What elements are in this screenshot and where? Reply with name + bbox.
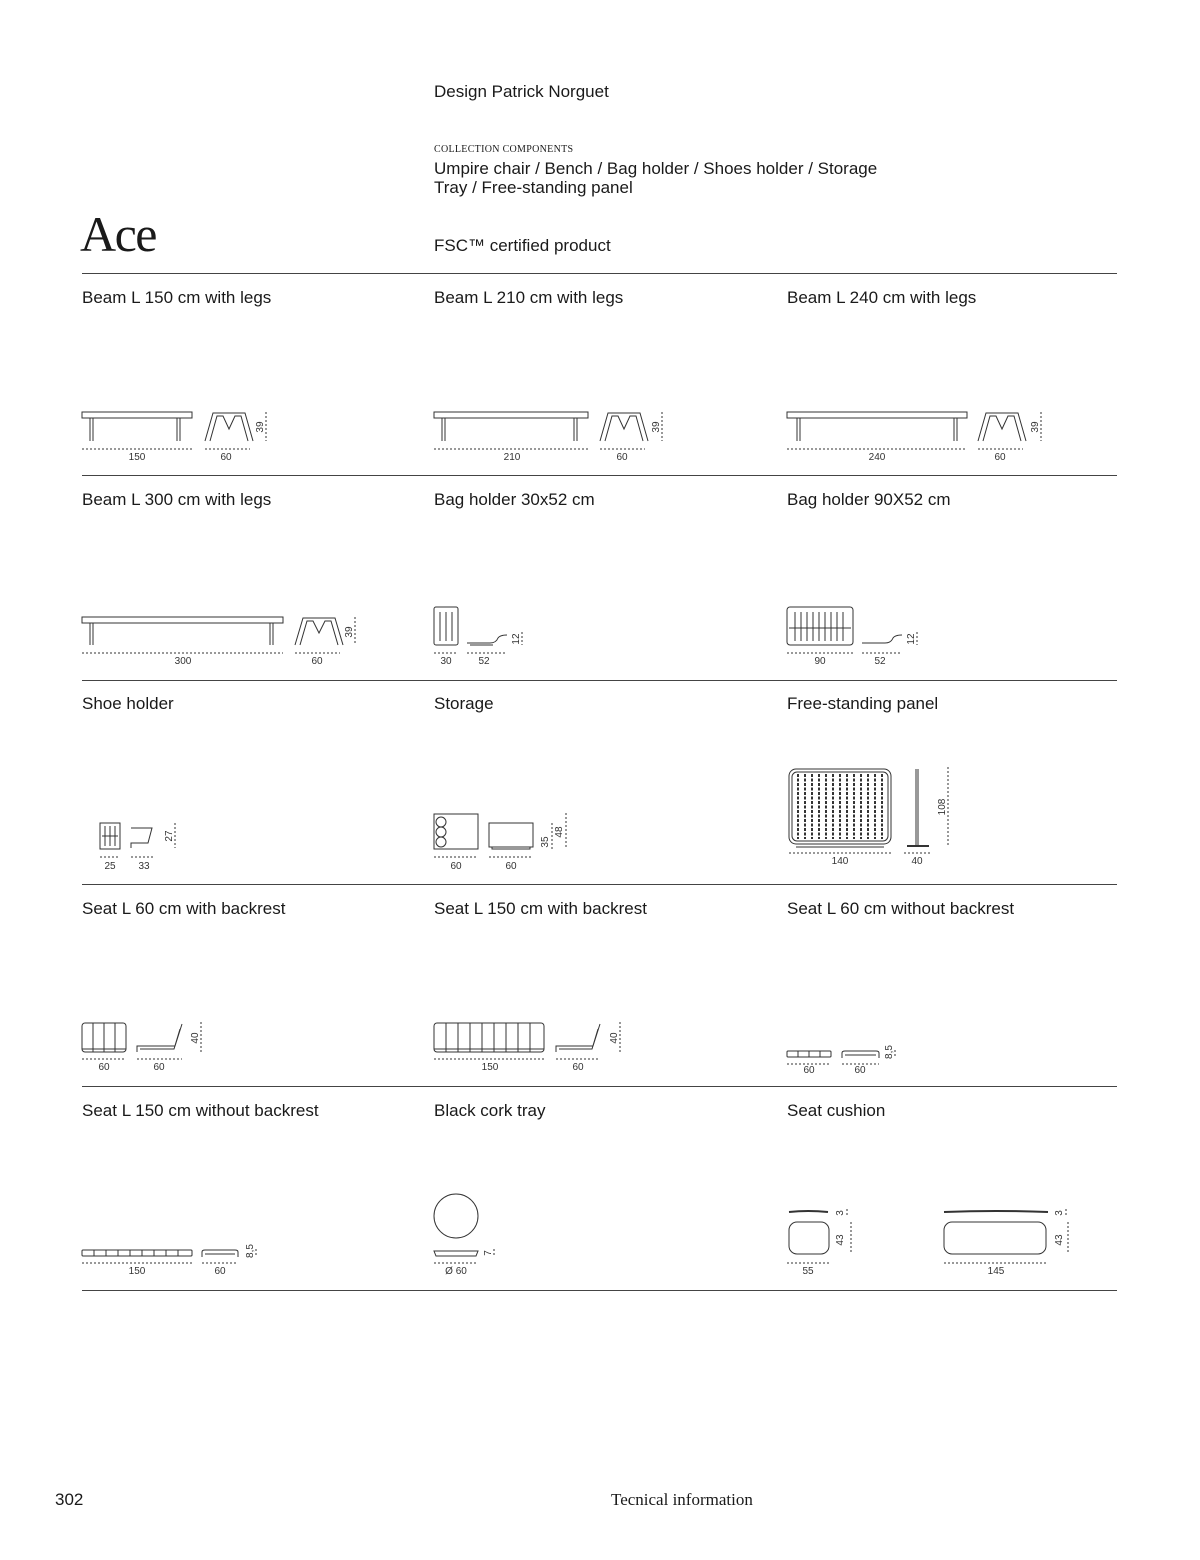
dim-label: 39 [651,421,662,433]
item-label: Shoe holder [82,694,174,713]
storage-drawing [434,813,566,872]
dim-label: 52 [478,656,490,667]
dim-label: 48 [554,826,565,838]
dim-label: 39 [344,626,355,638]
cork-tray-drawing [434,1194,494,1277]
dim-label: 108 [937,798,948,816]
item-label: Seat L 60 cm without backrest [787,899,1015,918]
seat-150-backrest-drawing [434,1022,620,1073]
shoe-holder-drawing [100,823,175,872]
item-label: Seat cushion [787,1101,886,1120]
item-label: Beam L 300 cm with legs [82,490,272,509]
dim-label: 150 [128,1266,146,1277]
bag-holder-30-drawing [434,607,522,667]
item-label: Free-standing panel [787,694,939,713]
section-title: Tecnical information [611,1490,753,1509]
page-number: 302 [55,1490,84,1509]
dim-label: 150 [481,1062,499,1073]
dim-label: 43 [835,1234,846,1246]
dim-label: 35 [540,836,551,848]
beam-210-drawing [434,412,662,463]
dim-label: 40 [609,1032,620,1044]
dim-label: 3 [1054,1210,1065,1216]
item-label: Seat L 60 cm with backrest [82,899,286,918]
dim-label: 52 [874,656,886,667]
beam-300-drawing [82,617,355,667]
item-label: Storage [434,694,494,713]
item-label: Beam L 240 cm with legs [787,288,977,307]
dim-label: 60 [803,1065,815,1076]
collection-line-1: Umpire chair / Bench / Bag holder / Shoes holder / Storage [434,159,878,178]
dim-label: 7 [483,1250,494,1256]
dim-label: 39 [1030,421,1041,433]
dim-label: 60 [311,656,323,667]
dim-label: 12 [511,633,522,645]
dim-label: 140 [831,856,849,867]
dim-label: 8,5 [884,1045,895,1059]
dim-label: 60 [98,1062,110,1073]
dim-label: 25 [104,861,116,872]
seat-60-backrest-drawing [82,1022,201,1073]
collection-label: COLLECTION COMPONENTS [434,144,574,155]
dim-label: 12 [906,633,917,645]
dim-label: 30 [440,656,452,667]
dim-label: 60 [854,1065,866,1076]
item-label: Bag holder 90X52 cm [787,490,951,509]
dim-label: 150 [128,452,146,463]
dim-label: 90 [814,656,826,667]
seat-cushion-drawing [787,1209,1068,1277]
dim-label: 43 [1054,1234,1065,1246]
item-label: Seat L 150 cm with backrest [434,899,647,918]
dim-label: 8,5 [245,1244,256,1258]
dim-label: 60 [616,452,628,463]
dim-label: 240 [868,452,886,463]
dim-label: 40 [911,856,923,867]
beam-240-drawing [787,412,1041,463]
item-label: Seat L 150 cm without backrest [82,1101,319,1120]
item-label: Beam L 210 cm with legs [434,288,624,307]
dim-label: 60 [153,1062,165,1073]
seat-60-no-backrest-drawing [787,1045,895,1076]
dim-label: 3 [835,1210,846,1216]
item-label: Beam L 150 cm with legs [82,288,272,307]
dim-label: 60 [505,861,517,872]
designer-credit: Design Patrick Norguet [434,82,609,101]
dim-label: 60 [214,1266,226,1277]
bag-holder-90-drawing [787,607,917,667]
dim-label: 55 [802,1266,814,1277]
beam-150-drawing [82,412,266,463]
seat-150-no-backrest-drawing [82,1244,256,1277]
certification: FSC™ certified product [434,236,611,255]
dim-label: 27 [164,830,175,842]
dim-label: 210 [503,452,521,463]
dim-label: Ø 60 [445,1266,467,1277]
collection-line-2: Tray / Free-standing panel [434,178,633,197]
dim-label: 145 [987,1266,1005,1277]
dim-label: 33 [138,861,150,872]
dim-label: 60 [572,1062,584,1073]
dim-label: 39 [255,421,266,433]
free-standing-panel-drawing [789,767,948,867]
item-label: Bag holder 30x52 cm [434,490,595,509]
dim-label: 300 [174,656,192,667]
dim-label: 40 [190,1032,201,1044]
item-label: Black cork tray [434,1101,546,1120]
dim-label: 60 [450,861,462,872]
product-title: Ace [80,206,156,262]
dim-label: 60 [220,452,232,463]
dim-label: 60 [994,452,1006,463]
